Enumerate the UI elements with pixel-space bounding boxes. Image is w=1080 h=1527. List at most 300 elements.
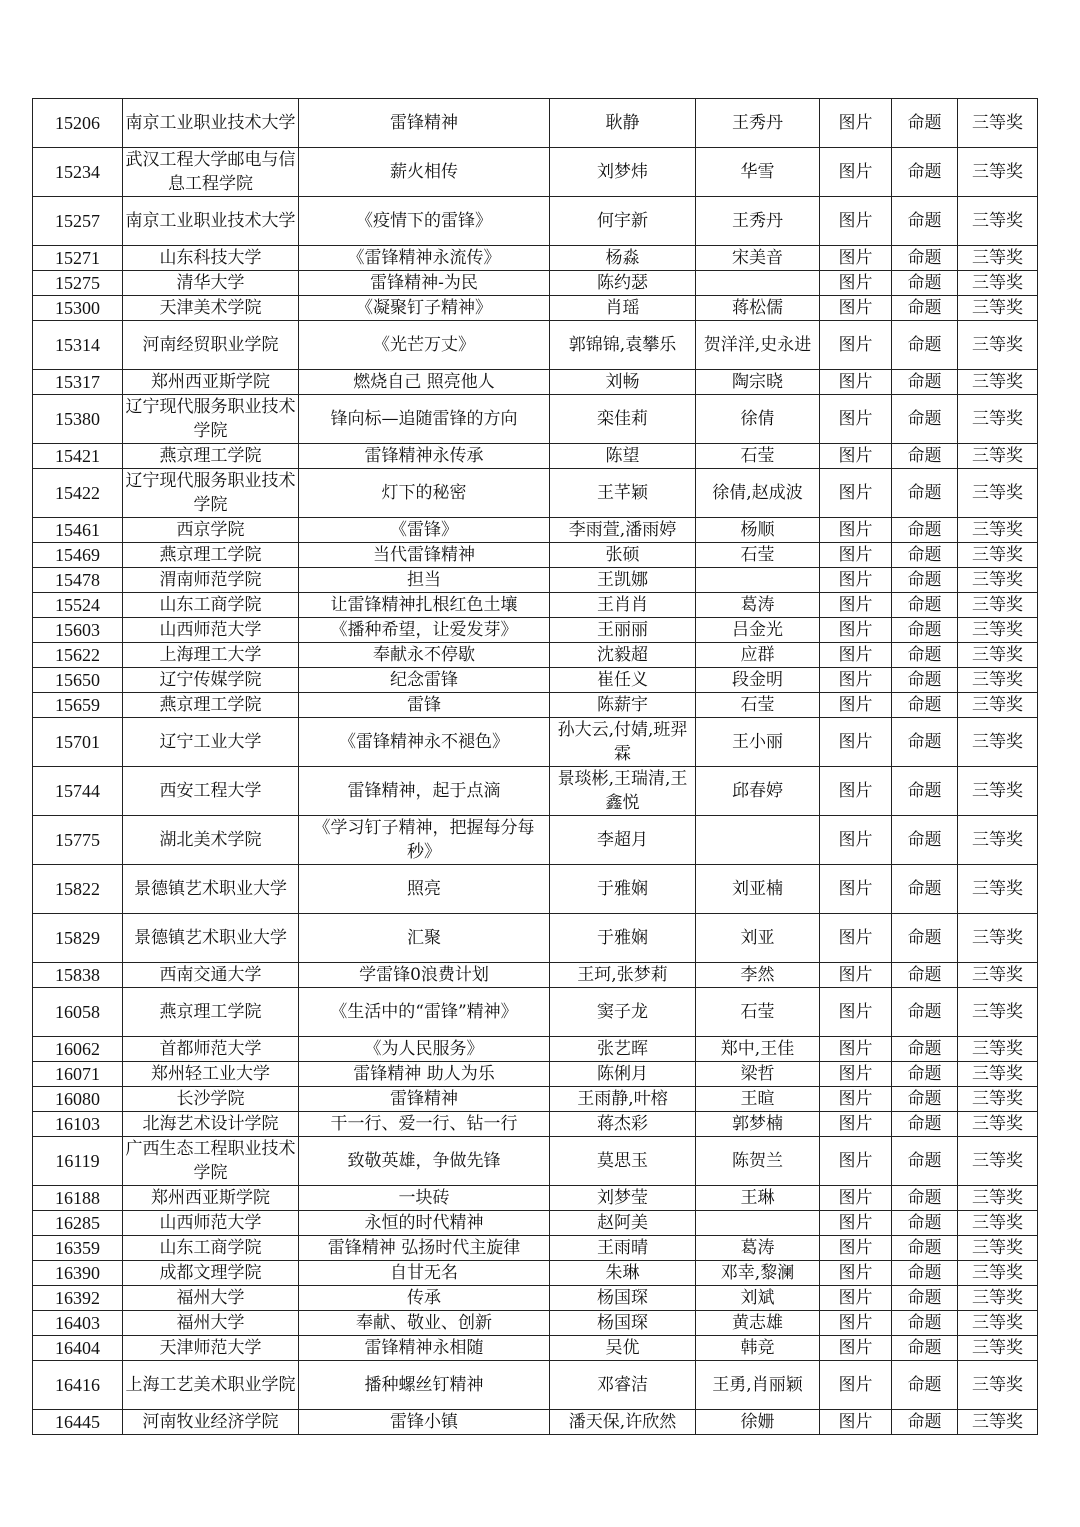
cell-category: 命题 [892,816,958,865]
cell-title: 锋向标—追随雷锋的方向 [299,395,550,444]
cell-title: 学雷锋0浪费计划 [299,963,550,988]
cell-authors: 王雨静,叶榕 [550,1087,696,1112]
cell-id: 15822 [33,865,123,914]
cell-title: 薪火相传 [299,148,550,197]
cell-type: 图片 [820,568,892,593]
cell-award: 三等奖 [958,1286,1038,1311]
table-row [33,271,1038,296]
cell-advisor: 宋美音 [696,246,820,271]
cell-authors: 张艺晖 [550,1037,696,1062]
cell-award: 三等奖 [958,518,1038,543]
cell-school: 燕京理工学院 [123,693,299,718]
cell-type: 图片 [820,767,892,816]
cell-school: 天津师范大学 [123,1336,299,1361]
cell-advisor: 刘亚 [696,914,820,963]
cell-type: 图片 [820,1186,892,1211]
cell-category: 命题 [892,1112,958,1137]
cell-type: 图片 [820,593,892,618]
cell-title: 致敬英雄，争做先锋 [299,1137,550,1186]
cell-authors: 杨国琛 [550,1286,696,1311]
cell-authors: 耿静 [550,99,696,148]
cell-category: 命题 [892,1211,958,1236]
cell-category: 命题 [892,1186,958,1211]
cell-authors: 沈毅超 [550,643,696,668]
cell-id: 16062 [33,1037,123,1062]
cell-id: 16392 [33,1286,123,1311]
cell-authors: 潘天保,许欣然 [550,1410,696,1435]
cell-advisor: 石莹 [696,988,820,1037]
cell-school: 燕京理工学院 [123,543,299,568]
cell-id: 16285 [33,1211,123,1236]
cell-category: 命题 [892,543,958,568]
cell-advisor [696,816,820,865]
cell-type: 图片 [820,1211,892,1236]
cell-type: 图片 [820,99,892,148]
cell-award: 三等奖 [958,99,1038,148]
cell-id: 15622 [33,643,123,668]
cell-advisor: 黄志雄 [696,1311,820,1336]
cell-advisor: 华雪 [696,148,820,197]
cell-category: 命题 [892,618,958,643]
cell-award: 三等奖 [958,370,1038,395]
cell-title: 灯下的秘密 [299,469,550,518]
table-row [33,518,1038,543]
cell-type: 图片 [820,1261,892,1286]
table-row [33,693,1038,718]
cell-id: 16390 [33,1261,123,1286]
cell-advisor: 石莹 [696,444,820,469]
cell-category: 命题 [892,1037,958,1062]
table-row [33,469,1038,518]
cell-school: 山西师范大学 [123,1211,299,1236]
cell-title: 《雷锋》 [299,518,550,543]
cell-id: 15603 [33,618,123,643]
cell-school: 福州大学 [123,1311,299,1336]
cell-title: 《光芒万丈》 [299,321,550,370]
cell-category: 命题 [892,718,958,767]
cell-type: 图片 [820,1410,892,1435]
cell-id: 15659 [33,693,123,718]
cell-category: 命题 [892,518,958,543]
cell-category: 命题 [892,1336,958,1361]
cell-type: 图片 [820,246,892,271]
cell-advisor [696,568,820,593]
cell-award: 三等奖 [958,568,1038,593]
cell-award: 三等奖 [958,1336,1038,1361]
cell-school: 南京工业职业技术大学 [123,99,299,148]
cell-advisor: 葛涛 [696,593,820,618]
cell-title: 雷锋精神永传承 [299,444,550,469]
cell-id: 15524 [33,593,123,618]
cell-school: 辽宁传媒学院 [123,668,299,693]
table-row [33,865,1038,914]
cell-type: 图片 [820,1087,892,1112]
cell-authors: 王芊颖 [550,469,696,518]
cell-id: 15478 [33,568,123,593]
cell-advisor: 杨顺 [696,518,820,543]
cell-school: 辽宁工业大学 [123,718,299,767]
cell-id: 15275 [33,271,123,296]
cell-title: 雷锋精神 [299,1087,550,1112]
cell-title: 让雷锋精神扎根红色土壤 [299,593,550,618]
cell-type: 图片 [820,1112,892,1137]
cell-award: 三等奖 [958,914,1038,963]
cell-title: 奉献、敬业、创新 [299,1311,550,1336]
cell-category: 命题 [892,370,958,395]
cell-advisor: 徐倩 [696,395,820,444]
cell-type: 图片 [820,543,892,568]
table-row [33,370,1038,395]
cell-title: 雷锋小镇 [299,1410,550,1435]
cell-authors: 栾佳莉 [550,395,696,444]
cell-category: 命题 [892,1087,958,1112]
cell-award: 三等奖 [958,1087,1038,1112]
cell-type: 图片 [820,1236,892,1261]
cell-category: 命题 [892,469,958,518]
cell-title: 一块砖 [299,1186,550,1211]
table-row [33,963,1038,988]
cell-title: 干一行、爱一行、钻一行 [299,1112,550,1137]
cell-award: 三等奖 [958,296,1038,321]
cell-authors: 张硕 [550,543,696,568]
cell-school: 燕京理工学院 [123,444,299,469]
cell-title: 《疫情下的雷锋》 [299,197,550,246]
table-row [33,718,1038,767]
cell-id: 15317 [33,370,123,395]
cell-title: 纪念雷锋 [299,668,550,693]
cell-authors: 孙大云,付婧,班羿霖 [550,718,696,767]
cell-type: 图片 [820,963,892,988]
cell-id: 16188 [33,1186,123,1211]
cell-type: 图片 [820,668,892,693]
cell-authors: 陈望 [550,444,696,469]
cell-type: 图片 [820,718,892,767]
cell-award: 三等奖 [958,1186,1038,1211]
cell-authors: 陈薪宇 [550,693,696,718]
cell-category: 命题 [892,296,958,321]
cell-school: 景德镇艺术职业大学 [123,865,299,914]
cell-category: 命题 [892,321,958,370]
cell-category: 命题 [892,444,958,469]
cell-school: 郑州西亚斯学院 [123,1186,299,1211]
cell-type: 图片 [820,395,892,444]
cell-advisor [696,1211,820,1236]
cell-title: 《凝聚钉子精神》 [299,296,550,321]
cell-id: 15829 [33,914,123,963]
table-row [33,444,1038,469]
cell-authors: 景琰彬,王瑞清,王鑫悦 [550,767,696,816]
cell-type: 图片 [820,1037,892,1062]
cell-type: 图片 [820,321,892,370]
cell-category: 命题 [892,767,958,816]
cell-award: 三等奖 [958,1112,1038,1137]
cell-school: 上海工艺美术职业学院 [123,1361,299,1410]
cell-type: 图片 [820,693,892,718]
cell-advisor: 刘亚楠 [696,865,820,914]
cell-type: 图片 [820,1286,892,1311]
table-row [33,1261,1038,1286]
cell-advisor: 石莹 [696,693,820,718]
table-row [33,1286,1038,1311]
cell-authors: 王肖肖 [550,593,696,618]
cell-category: 命题 [892,1286,958,1311]
cell-type: 图片 [820,1336,892,1361]
cell-title: 自甘无名 [299,1261,550,1286]
cell-category: 命题 [892,1311,958,1336]
table-row [33,618,1038,643]
cell-authors: 于雅娴 [550,914,696,963]
cell-award: 三等奖 [958,1236,1038,1261]
cell-category: 命题 [892,668,958,693]
cell-category: 命题 [892,693,958,718]
cell-school: 首都师范大学 [123,1037,299,1062]
cell-school: 湖北美术学院 [123,816,299,865]
table-row [33,1336,1038,1361]
cell-id: 15206 [33,99,123,148]
table-row [33,99,1038,148]
cell-category: 命题 [892,197,958,246]
cell-title: 《雷锋精神永流传》 [299,246,550,271]
cell-type: 图片 [820,914,892,963]
cell-id: 15650 [33,668,123,693]
cell-title: 奉献永不停歇 [299,643,550,668]
cell-category: 命题 [892,963,958,988]
cell-type: 图片 [820,271,892,296]
cell-title: 雷锋精神，起于点滴 [299,767,550,816]
cell-school: 景德镇艺术职业大学 [123,914,299,963]
cell-type: 图片 [820,643,892,668]
cell-advisor: 郭梦楠 [696,1112,820,1137]
cell-award: 三等奖 [958,593,1038,618]
table-row [33,568,1038,593]
cell-school: 山东工商学院 [123,1236,299,1261]
cell-authors: 郭锦锦,袁攀乐 [550,321,696,370]
cell-advisor: 邓幸,黎澜 [696,1261,820,1286]
cell-school: 成都文理学院 [123,1261,299,1286]
cell-id: 15461 [33,518,123,543]
table-row [33,1361,1038,1410]
cell-type: 图片 [820,296,892,321]
cell-advisor: 徐姗 [696,1410,820,1435]
cell-award: 三等奖 [958,1137,1038,1186]
cell-authors: 吴优 [550,1336,696,1361]
cell-authors: 朱琳 [550,1261,696,1286]
cell-category: 命题 [892,99,958,148]
table-row [33,914,1038,963]
cell-authors: 崔任义 [550,668,696,693]
cell-award: 三等奖 [958,865,1038,914]
cell-award: 三等奖 [958,963,1038,988]
table-row [33,1211,1038,1236]
cell-category: 命题 [892,643,958,668]
cell-advisor: 吕金光 [696,618,820,643]
table-row [33,1112,1038,1137]
cell-type: 图片 [820,1137,892,1186]
cell-award: 三等奖 [958,1261,1038,1286]
cell-category: 命题 [892,988,958,1037]
cell-award: 三等奖 [958,1037,1038,1062]
cell-school: 福州大学 [123,1286,299,1311]
cell-authors: 刘梦炜 [550,148,696,197]
cell-award: 三等奖 [958,271,1038,296]
cell-advisor: 蒋松儒 [696,296,820,321]
cell-id: 15271 [33,246,123,271]
cell-id: 16404 [33,1336,123,1361]
cell-advisor: 王秀丹 [696,99,820,148]
table-row [33,1410,1038,1435]
table-row [33,1236,1038,1261]
cell-school: 河南牧业经济学院 [123,1410,299,1435]
cell-category: 命题 [892,568,958,593]
cell-authors: 蒋杰彩 [550,1112,696,1137]
cell-authors: 于雅娴 [550,865,696,914]
cell-advisor [696,271,820,296]
cell-authors: 王雨晴 [550,1236,696,1261]
cell-school: 郑州西亚斯学院 [123,370,299,395]
cell-authors: 陈俐月 [550,1062,696,1087]
table-row [33,668,1038,693]
cell-authors: 李雨萱,潘雨婷 [550,518,696,543]
cell-id: 15234 [33,148,123,197]
cell-id: 16403 [33,1311,123,1336]
cell-title: 传承 [299,1286,550,1311]
cell-type: 图片 [820,148,892,197]
cell-category: 命题 [892,148,958,197]
cell-award: 三等奖 [958,988,1038,1037]
cell-award: 三等奖 [958,395,1038,444]
cell-title: 雷锋 [299,693,550,718]
cell-authors: 窦子龙 [550,988,696,1037]
cell-award: 三等奖 [958,668,1038,693]
table-body [33,99,1038,1435]
cell-award: 三等奖 [958,543,1038,568]
cell-award: 三等奖 [958,1211,1038,1236]
cell-advisor: 葛涛 [696,1236,820,1261]
cell-category: 命题 [892,1236,958,1261]
cell-id: 16080 [33,1087,123,1112]
cell-title: 雷锋精神 [299,99,550,148]
table-row [33,1186,1038,1211]
cell-id: 15257 [33,197,123,246]
cell-advisor: 李然 [696,963,820,988]
cell-category: 命题 [892,914,958,963]
cell-type: 图片 [820,1361,892,1410]
cell-school: 广西生态工程职业技术学院 [123,1137,299,1186]
cell-authors: 李超月 [550,816,696,865]
cell-id: 15469 [33,543,123,568]
cell-title: 《雷锋精神永不褪色》 [299,718,550,767]
cell-category: 命题 [892,246,958,271]
cell-type: 图片 [820,1311,892,1336]
table-row [33,816,1038,865]
cell-title: 雷锋精神 助人为乐 [299,1062,550,1087]
cell-title: 《学习钉子精神，把握每分每秒》 [299,816,550,865]
cell-school: 河南经贸职业学院 [123,321,299,370]
cell-authors: 何宇新 [550,197,696,246]
cell-title: 照亮 [299,865,550,914]
cell-advisor: 王小丽 [696,718,820,767]
cell-category: 命题 [892,1410,958,1435]
cell-school: 山东科技大学 [123,246,299,271]
cell-school: 渭南师范学院 [123,568,299,593]
cell-id: 16119 [33,1137,123,1186]
cell-school: 山西师范大学 [123,618,299,643]
cell-advisor: 陶宗晓 [696,370,820,395]
cell-award: 三等奖 [958,444,1038,469]
cell-award: 三等奖 [958,1311,1038,1336]
cell-authors: 邓睿洁 [550,1361,696,1410]
cell-advisor: 邱春婷 [696,767,820,816]
cell-award: 三等奖 [958,1410,1038,1435]
cell-school: 西京学院 [123,518,299,543]
cell-award: 三等奖 [958,643,1038,668]
cell-type: 图片 [820,865,892,914]
cell-title: 雷锋精神 弘扬时代主旋律 [299,1236,550,1261]
table-row [33,197,1038,246]
cell-category: 命题 [892,271,958,296]
table-row [33,643,1038,668]
cell-authors: 王凯娜 [550,568,696,593]
cell-type: 图片 [820,370,892,395]
cell-id: 16103 [33,1112,123,1137]
cell-advisor: 王暄 [696,1087,820,1112]
cell-category: 命题 [892,1361,958,1410]
table-row [33,246,1038,271]
cell-category: 命题 [892,395,958,444]
cell-school: 郑州轻工业大学 [123,1062,299,1087]
cell-school: 西安工程大学 [123,767,299,816]
cell-title: 《生活中的“雷锋”精神》 [299,988,550,1037]
cell-advisor: 段金明 [696,668,820,693]
cell-type: 图片 [820,816,892,865]
cell-authors: 刘梦莹 [550,1186,696,1211]
cell-title: 汇聚 [299,914,550,963]
cell-title: 雷锋精神-为民 [299,271,550,296]
cell-award: 三等奖 [958,693,1038,718]
cell-id: 16416 [33,1361,123,1410]
cell-category: 命题 [892,593,958,618]
cell-category: 命题 [892,865,958,914]
table-row [33,593,1038,618]
cell-title: 雷锋精神永相随 [299,1336,550,1361]
cell-award: 三等奖 [958,148,1038,197]
cell-id: 16071 [33,1062,123,1087]
table-row [33,1311,1038,1336]
cell-award: 三等奖 [958,816,1038,865]
cell-school: 辽宁现代服务职业技术学院 [123,395,299,444]
cell-category: 命题 [892,1261,958,1286]
cell-id: 15380 [33,395,123,444]
cell-id: 16445 [33,1410,123,1435]
cell-id: 16359 [33,1236,123,1261]
cell-advisor: 王秀丹 [696,197,820,246]
cell-school: 清华大学 [123,271,299,296]
cell-award: 三等奖 [958,1361,1038,1410]
cell-id: 15421 [33,444,123,469]
cell-id: 15701 [33,718,123,767]
cell-award: 三等奖 [958,1062,1038,1087]
table-row [33,1037,1038,1062]
cell-school: 辽宁现代服务职业技术学院 [123,469,299,518]
cell-title: 播种螺丝钉精神 [299,1361,550,1410]
cell-school: 北海艺术设计学院 [123,1112,299,1137]
cell-category: 命题 [892,1137,958,1186]
cell-authors: 陈约瑟 [550,271,696,296]
cell-category: 命题 [892,1062,958,1087]
table-row [33,148,1038,197]
cell-title: 燃烧自己 照亮他人 [299,370,550,395]
cell-advisor: 梁哲 [696,1062,820,1087]
